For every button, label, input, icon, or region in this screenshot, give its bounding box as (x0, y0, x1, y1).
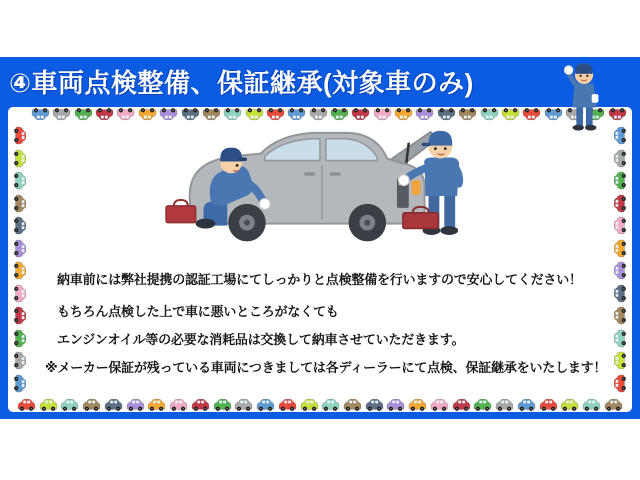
car-icon (613, 215, 626, 236)
car-icon (613, 170, 626, 191)
car-icon (581, 398, 602, 411)
car-icon (613, 148, 626, 169)
page-title: ④車両点検整備、保証継承(対象車のみ) (9, 68, 474, 98)
car-icon (190, 398, 211, 411)
car-border-right (609, 129, 630, 390)
body-text-line: ※メーカー保証が残っている車両につきましては各ディーラーにて点検、保証継承をいたします！ (45, 360, 607, 375)
car-icon (407, 398, 428, 411)
car-icon (51, 108, 72, 121)
car-icon (222, 108, 243, 121)
car-icon (320, 398, 341, 411)
car-icon (613, 238, 626, 259)
car-icon (137, 108, 158, 121)
car-icon (16, 398, 37, 411)
car-icon (364, 398, 385, 411)
car-icon (59, 398, 80, 411)
content-panel (8, 107, 632, 412)
car-icon (613, 305, 626, 326)
car-icon (429, 398, 450, 411)
car-icon (494, 398, 515, 411)
car-icon (168, 398, 189, 411)
car-icon (125, 398, 146, 411)
car-icon (613, 328, 626, 349)
car-icon (350, 108, 371, 121)
car-icon (516, 398, 537, 411)
car-border-left (10, 129, 31, 390)
car-icon (94, 108, 115, 121)
mechanics-servicing-car-illustration (160, 121, 476, 269)
body-text-line: もちろん点検した上で車に悪いところがなくても (57, 304, 339, 319)
car-icon (233, 398, 254, 411)
car-icon (457, 108, 478, 121)
car-icon (414, 108, 435, 121)
car-icon (244, 108, 265, 121)
car-icon (14, 170, 27, 191)
car-icon (30, 108, 51, 121)
car-icon (14, 125, 27, 146)
car-icon (613, 350, 626, 371)
car-icon (329, 108, 350, 121)
car-icon (201, 108, 222, 121)
toolbox-icon (403, 213, 439, 229)
car-icon (14, 305, 27, 326)
car-icon (613, 125, 626, 146)
body-text-line: 納車前には弊社提携の認証工場にてしっかりと点検整備を行いますので安心してください！ (57, 272, 582, 287)
car-icon (372, 108, 393, 121)
work-cap-icon (220, 148, 242, 162)
car-window-icon (265, 139, 320, 161)
car-icon (103, 398, 124, 411)
car-icon (607, 108, 628, 121)
car-icon (38, 398, 59, 411)
car-icon (81, 398, 102, 411)
car-icon (14, 328, 27, 349)
car-icon (212, 398, 233, 411)
car-icon (451, 398, 472, 411)
work-glove-icon (398, 175, 409, 186)
car-icon (158, 108, 179, 121)
car-icon (613, 193, 626, 214)
car-icon (603, 398, 624, 411)
towel-icon (564, 66, 573, 75)
car-icon (613, 283, 626, 304)
car-icon (613, 260, 626, 281)
car-icon (14, 260, 27, 281)
car-icon (14, 373, 27, 394)
car-icon (479, 108, 500, 121)
car-icon (14, 350, 27, 371)
car-icon (73, 108, 94, 121)
blue-frame (0, 57, 640, 419)
car-icon (613, 373, 626, 394)
body-text-line: エンジンオイル等の必要な消耗品は交換して納車させていただきます。 (57, 332, 465, 347)
car-icon (180, 108, 201, 121)
car-icon (500, 108, 521, 121)
car-icon (265, 108, 286, 121)
car-icon (385, 398, 406, 411)
car-border-bottom (16, 395, 624, 411)
saluting-mechanic-icon (560, 58, 608, 134)
cloth-icon (592, 94, 599, 103)
car-icon (14, 215, 27, 236)
car-icon (559, 398, 580, 411)
car-icon (115, 108, 136, 121)
car-icon (521, 108, 542, 121)
headlight-icon (412, 180, 421, 195)
car-icon (14, 148, 27, 169)
car-icon (472, 398, 493, 411)
work-cap-icon (575, 63, 592, 74)
car-icon (393, 108, 414, 121)
car-icon (277, 398, 298, 411)
car-icon (299, 398, 320, 411)
car-icon (286, 108, 307, 121)
car-icon (146, 398, 167, 411)
car-icon (14, 193, 27, 214)
car-icon (436, 108, 457, 121)
car-icon (255, 398, 276, 411)
car-icon (342, 398, 363, 411)
car-icon (308, 108, 329, 121)
car-icon (538, 398, 559, 411)
work-glove-icon (259, 198, 270, 209)
car-icon (14, 238, 27, 259)
car-icon (14, 283, 27, 304)
